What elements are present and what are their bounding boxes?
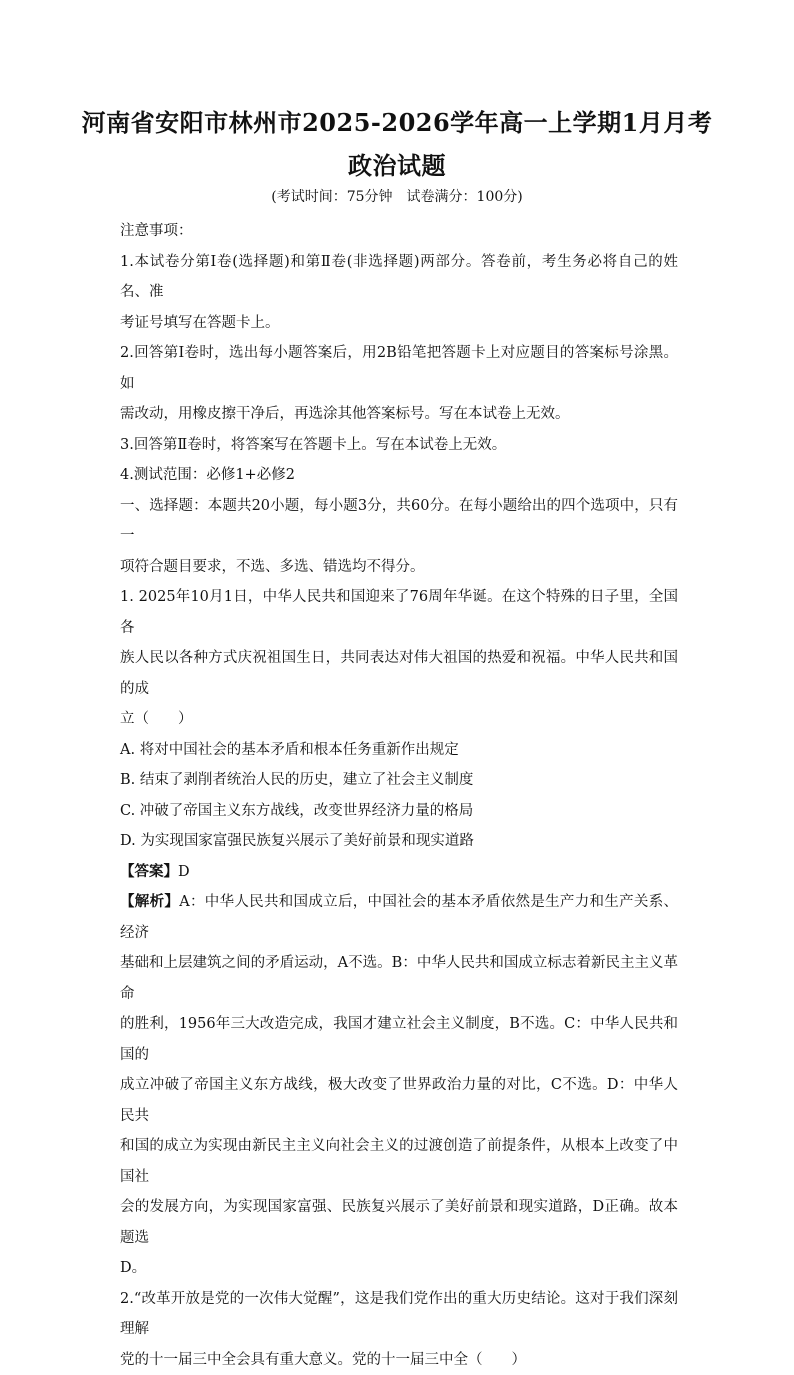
- notes-item-2: 2.回答第Ⅰ卷时，选出每小题答案后，用2B铅笔把答题卡上对应题目的答案标号涂黑。如: [120, 338, 678, 399]
- notes-item-1-cont: 考证号填写在答题卡上。: [120, 308, 678, 339]
- exam-body: [120, 216, 678, 1375]
- question-1-option-b: B. 结束了剥削者统治人民的历史，建立了社会主义制度: [120, 765, 678, 796]
- exam-time-info: (考试时间：75分钟 试卷满分：100分): [0, 186, 794, 206]
- question-1-analysis-line-7: D。: [120, 1253, 678, 1284]
- question-1-analysis-line-5: 和国的成立为实现由新民主主义向社会主义的过渡创造了前提条件，从根本上改变了中国社: [120, 1131, 678, 1192]
- question-1-analysis-line-2: 基础和上层建筑之间的矛盾运动，A不选。B：中华人民共和国成立标志着新民主主义革命: [120, 948, 678, 1009]
- question-2-stem: 2.“改革开放是党的一次伟大觉醒”，这是我们党作出的重大历史结论。这对于我们深刻理解: [120, 1284, 678, 1345]
- notes-item-2-cont: 需改动，用橡皮擦干净后，再选涂其他答案标号。写在本试卷上无效。: [120, 399, 678, 430]
- question-1-stem: 1. 2025年10月1日，中华人民共和国迎来了76周年华诞。在这个特殊的日子里，全国各: [120, 582, 678, 643]
- question-1-stem-cont: 族人民以各种方式庆祝祖国生日，共同表达对伟大祖国的热爱和祝福。中华人民共和国的成: [120, 643, 678, 704]
- question-1-analysis: [120, 887, 678, 948]
- exam-subject-title: 政治试题: [0, 146, 794, 181]
- question-1-option-a: A. 将对中国社会的基本矛盾和根本任务重新作出规定: [120, 735, 678, 766]
- analysis-text: A：中华人民共和国成立后，中国社会的基本矛盾依然是生产力和生产关系、经济: [120, 894, 678, 941]
- question-1-analysis-line-3: 的胜利，1956年三大改造完成，我国才建立社会主义制度，B不选。C：中华人民共和国的: [120, 1009, 678, 1070]
- question-1-option-d: D. 为实现国家富强民族复兴展示了美好前景和现实道路: [120, 826, 678, 857]
- exam-title: 河南省安阳市林州市2025-2026学年高一上学期1月月考: [0, 103, 794, 138]
- answer-value: D: [178, 864, 190, 880]
- notes-item-4: 4.测试范围：必修1+必修2: [120, 460, 678, 491]
- question-1-analysis-line-6: 会的发展方向，为实现国家富强、民族复兴展示了美好前景和现实道路，D正确。故本题选: [120, 1192, 678, 1253]
- section-1-instructions: 一、选择题：本题共20小题，每小题3分，共60分。在每小题给出的四个选项中，只有一: [120, 491, 678, 552]
- question-1-option-c: C. 冲破了帝国主义东方战线，改变世界经济力量的格局: [120, 796, 678, 827]
- section-1-instructions-cont: 项符合题目要求，不选、多选、错选均不得分。: [120, 552, 678, 583]
- notes-heading: 注意事项：: [120, 216, 678, 247]
- question-1-stem-end: 立（ ）: [120, 704, 678, 735]
- analysis-label: 【解析】: [120, 893, 179, 910]
- notes-item-1: 1.本试卷分第Ⅰ卷(选择题)和第Ⅱ卷(非选择题)两部分。答卷前，考生务必将自己的姓名、准: [120, 247, 678, 308]
- notes-item-3: 3.回答第Ⅱ卷时，将答案写在答题卡上。写在本试卷上无效。: [120, 430, 678, 461]
- question-1-answer: [120, 857, 678, 888]
- question-1-analysis-line-4: 成立冲破了帝国主义东方战线，极大改变了世界政治力量的对比，C不选。D：中华人民共: [120, 1070, 678, 1131]
- question-2-stem-cont: 党的十一届三中全会具有重大意义。党的十一届三中全（ ）: [120, 1345, 678, 1375]
- answer-label: 【答案】: [120, 863, 178, 880]
